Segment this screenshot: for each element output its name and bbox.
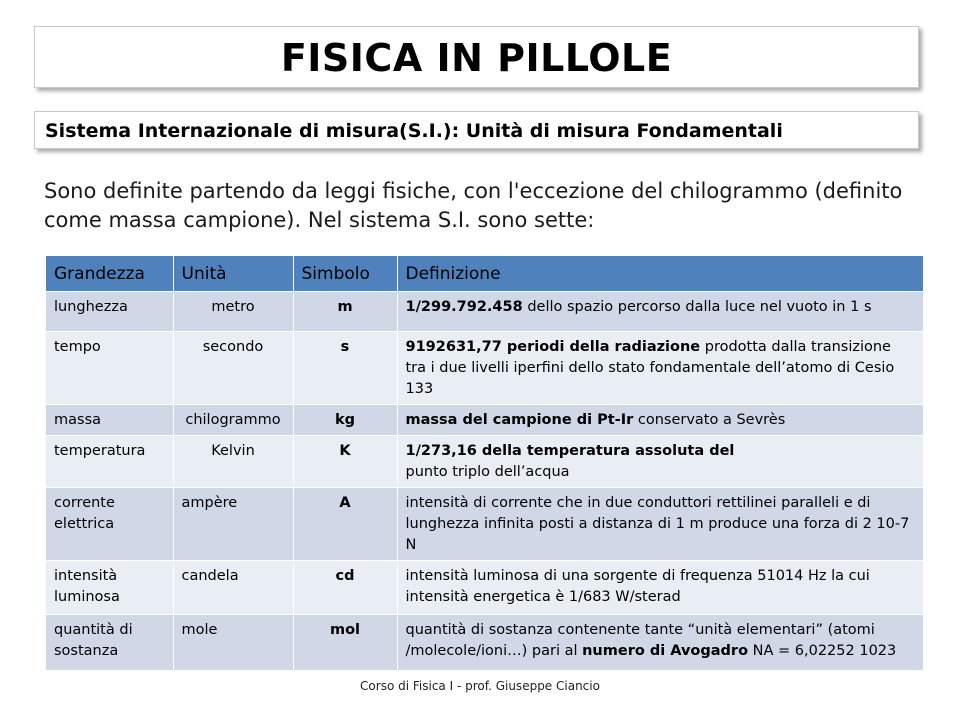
cell-definition — [397, 292, 923, 332]
definition-text-end: NA = 6,02252 1023 — [748, 643, 897, 659]
header-simbolo: Simbolo — [293, 256, 397, 292]
cell-quantity: massa — [46, 405, 173, 436]
table-header-row — [46, 256, 923, 292]
cell-definition — [397, 488, 923, 561]
definition-text: dello spazio percorso dalla luce nel vuoto in 1 s — [522, 299, 872, 315]
table-row — [46, 436, 923, 488]
cell-definition — [397, 332, 923, 405]
definition-bold: numero di Avogadro — [582, 643, 749, 659]
table-row — [46, 405, 923, 436]
header-grandezza: Grandezza — [46, 256, 173, 292]
definition-bold: 1/299.792.458 — [405, 299, 523, 315]
title-box — [34, 26, 919, 88]
cell-unit: Kelvin — [173, 436, 293, 488]
cell-unit: secondo — [173, 332, 293, 405]
cell-symbol: K — [293, 436, 397, 488]
header-unita: Unità — [173, 256, 293, 292]
definition-text: conservato a Sevrès — [633, 412, 786, 428]
definition-bold: 1/273,16 della temperatura assoluta del — [405, 443, 735, 459]
cell-definition — [397, 436, 923, 488]
cell-symbol: A — [293, 488, 397, 561]
cell-definition — [397, 561, 923, 615]
si-units-table — [46, 256, 923, 670]
definition-text: intensità luminosa di una sorgente di frequenza 51014 Hz la cui intensità energetica è 1/683 W/sterad — [405, 568, 870, 605]
cell-quantity: tempo — [46, 332, 173, 405]
cell-quantity: quantità di sostanza — [46, 615, 173, 670]
cell-quantity: intensità luminosa — [46, 561, 173, 615]
slide-subtitle: Sistema Internazionale di misura(S.I.): Unità di misura Fondamentali — [45, 120, 783, 142]
cell-symbol: kg — [293, 405, 397, 436]
table-row — [46, 292, 923, 332]
cell-unit: mole — [173, 615, 293, 670]
definition-text: punto triplo dell’acqua — [405, 464, 570, 480]
cell-definition — [397, 405, 923, 436]
cell-symbol: s — [293, 332, 397, 405]
cell-unit: ampère — [173, 488, 293, 561]
subtitle-box — [34, 111, 919, 149]
table-row — [46, 561, 923, 615]
header-definizione: Definizione — [397, 256, 923, 292]
cell-quantity: lunghezza — [46, 292, 173, 332]
slide-title: FISICA IN PILLOLE — [280, 36, 673, 80]
cell-unit: candela — [173, 561, 293, 615]
footer-text: Corso di Fisica I - prof. Giuseppe Ciancio — [360, 679, 600, 693]
cell-quantity: corrente elettrica — [46, 488, 173, 561]
cell-quantity: temperatura — [46, 436, 173, 488]
definition-text: prodotta dalla transizione tra i due livelli iperfini dello stato fondamentale dell’atomo di Cesio 133 — [405, 339, 895, 397]
intro-text: Sono definite partendo da leggi fisiche, con l'eccezione del chilogrammo (definito come massa campione). Nel sistema S.I. sono sette: — [44, 179, 903, 232]
definition-bold: 9192631,77 periodi della radiazione — [405, 339, 701, 355]
cell-symbol: cd — [293, 561, 397, 615]
table-row — [46, 488, 923, 561]
definition-bold: massa del campione di Pt-Ir — [405, 412, 634, 428]
cell-unit: chilogrammo — [173, 405, 293, 436]
table-row — [46, 332, 923, 405]
definition-text: intensità di corrente che in due conduttori rettilinei paralleli e di lunghezza infinita posti a distanza di 1 m produce una forza di 2 10-7 N — [405, 495, 910, 553]
cell-symbol: m — [293, 292, 397, 332]
cell-unit: metro — [173, 292, 293, 332]
definition-text: quantità di sostanza contenente tante “unità elementari” (atomi /molecole/ioni…) pari al — [405, 622, 875, 659]
table-row — [46, 615, 923, 670]
cell-symbol: mol — [293, 615, 397, 670]
cell-definition — [397, 615, 923, 670]
